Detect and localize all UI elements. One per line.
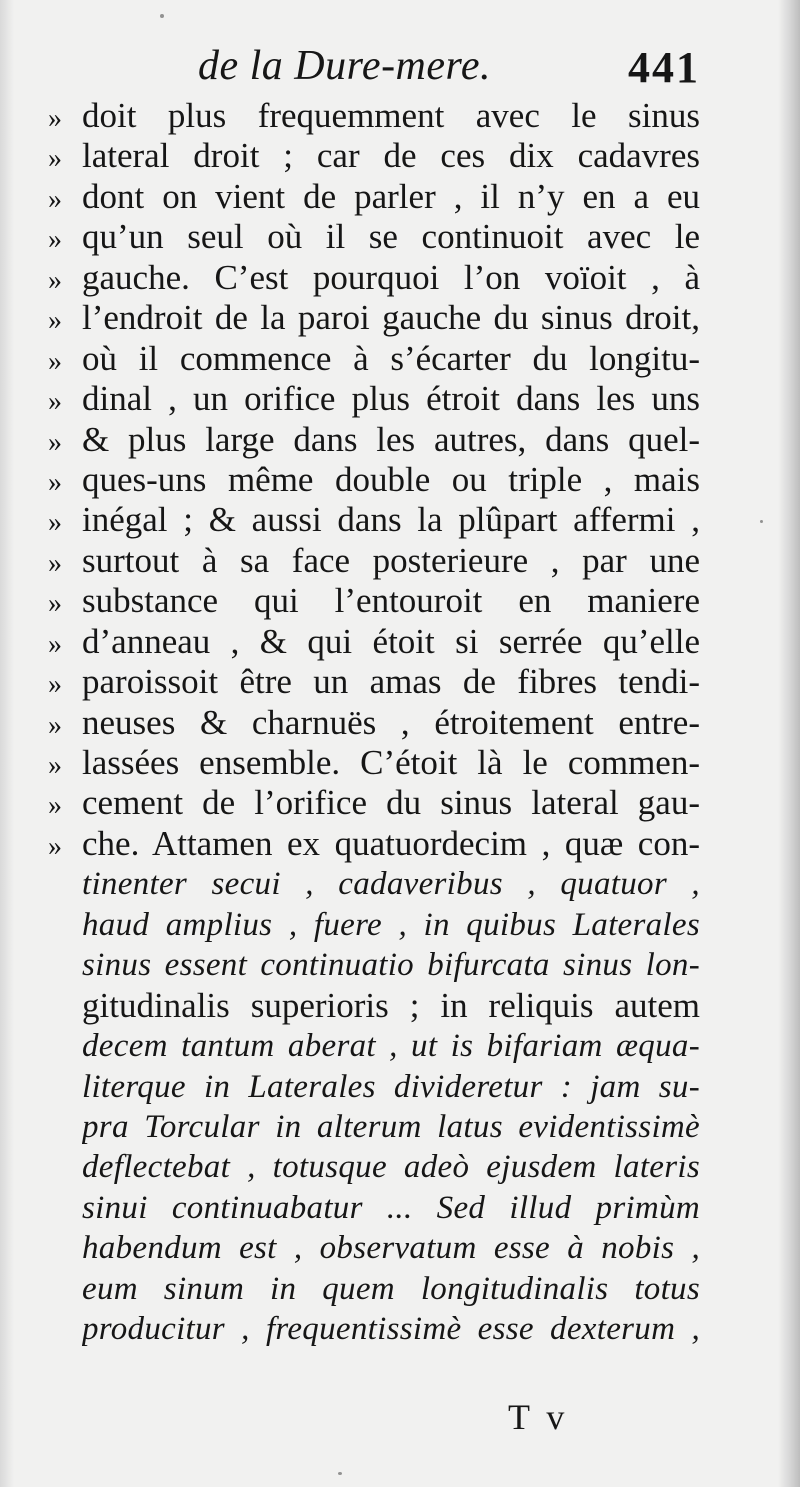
line-text: substance qui l’entouroit en maniere (82, 581, 700, 621)
line-text: decem tantum aberat , ut is bifariam æqua- (82, 1028, 700, 1065)
line-text: ques-uns même double ou triple , mais (82, 459, 700, 499)
text-line (48, 298, 700, 338)
text-line (48, 824, 700, 864)
quotation-mark: » (48, 669, 62, 701)
line-text: pra Torcular in alterum latus evidentissimè (82, 1108, 700, 1145)
text-line (48, 1107, 700, 1147)
line-text: paroissoit être un amas de fibres tendi- (82, 662, 700, 702)
quotation-mark: » (48, 386, 62, 418)
line-text: cement de l’orifice du sinus lateral gau- (82, 783, 700, 823)
line-text: qu’un seul où il se continuoit avec le (82, 217, 700, 257)
line-text: inégal ; & aussi dans la plûpart affermi , (82, 500, 700, 540)
binding-gutter (778, 0, 800, 1487)
line-text: dont on vient de parler , il n’y en a eu (82, 176, 700, 216)
text-line (48, 986, 700, 1026)
quotation-mark: » (48, 183, 62, 215)
line-text: lassées ensemble. C’étoit là le commen- (82, 743, 700, 782)
line-text: l’endroit de la paroi gauche du sinus droit, (82, 298, 700, 338)
ink-speck (160, 14, 164, 18)
text-line (48, 420, 700, 460)
quotation-mark: » (48, 143, 62, 175)
line-text: producitur , frequentissimè esse dexterum , (82, 1311, 700, 1348)
text-line (48, 258, 700, 298)
text-line (48, 905, 700, 945)
line-text: literque in Laterales divideretur : jam su- (82, 1068, 700, 1105)
text-line (48, 96, 700, 136)
line-text: & plus large dans les autres, dans quel- (82, 419, 700, 459)
text-line (48, 500, 700, 540)
ink-speck (760, 520, 763, 523)
line-text: eum sinum in quem longitudinalis totus (82, 1270, 700, 1307)
line-text: haud amplius , fuere , in quibus Laterales (82, 906, 700, 943)
line-text: d’anneau , & qui étoit si serrée qu’elle (82, 621, 700, 661)
line-text: sinus essent continuatio bifurcata sinus lon- (82, 947, 700, 984)
quotation-mark: » (48, 466, 62, 498)
text-line (48, 581, 700, 621)
text-line (48, 339, 700, 379)
quotation-mark: » (48, 224, 62, 256)
quotation-mark: » (48, 264, 62, 296)
line-text: surtout à sa face posterieure , par une (82, 540, 700, 580)
text-line (48, 460, 700, 500)
line-text: gitudinalis superioris ; in reliquis autem (82, 985, 700, 1025)
line-text: che. Attamen ex quatuordecim , quæ con- (82, 823, 700, 863)
quotation-mark: » (48, 830, 62, 862)
line-text: lateral droit ; car de ces dix cadavres (82, 136, 700, 176)
text-line (48, 783, 700, 823)
page-number: 441 (628, 43, 700, 92)
quotation-mark: » (48, 628, 62, 660)
quotation-mark: » (48, 507, 62, 539)
line-text: deflectebat , totusque adeò ejusdem lateris (82, 1149, 700, 1186)
line-text: dinal , un orifice plus étroit dans les uns (82, 379, 700, 419)
body-text (48, 96, 700, 1350)
quotation-mark: » (48, 426, 62, 458)
text-line (48, 541, 700, 581)
ink-speck (338, 1472, 342, 1475)
page-edge-shadow (0, 0, 14, 1487)
line-text: neuses & charnuës , étroitement entre- (82, 702, 700, 742)
text-line (48, 703, 700, 743)
text-line (48, 136, 700, 176)
catchword: T v (508, 1397, 569, 1437)
quotation-mark: » (48, 588, 62, 620)
text-line (48, 1067, 700, 1107)
quotation-mark: » (48, 750, 62, 781)
text-line (48, 177, 700, 217)
text-line (48, 1228, 700, 1268)
quotation-mark: » (48, 305, 62, 337)
running-head (60, 42, 700, 102)
text-line (48, 743, 700, 783)
text-line (48, 379, 700, 419)
quotation-mark: » (48, 103, 62, 134)
line-text: où il commence à s’écarter du longitu- (82, 338, 700, 378)
running-head-title: de la Dure-mere. (198, 43, 491, 89)
line-text: gauche. C’est pourquoi l’on voïoit , à (82, 257, 700, 297)
line-text: sinui continuabatur ... Sed illud primùm (82, 1189, 700, 1226)
text-line (48, 945, 700, 985)
text-line (48, 217, 700, 257)
quotation-mark: » (48, 345, 62, 377)
text-line (48, 1026, 700, 1066)
text-line (48, 622, 700, 662)
quotation-mark: » (48, 709, 62, 741)
line-text: tinenter secui , cadaveribus , quatuor , (82, 866, 700, 903)
line-text: habendum est , observatum esse à nobis , (82, 1230, 700, 1267)
text-line (48, 1188, 700, 1228)
text-line (48, 864, 700, 904)
text-line (48, 1309, 700, 1349)
text-line (48, 662, 700, 702)
text-line (48, 1147, 700, 1187)
text-line (48, 1269, 700, 1309)
line-text: doit plus frequemment avec le sinus (82, 96, 700, 135)
quotation-mark: » (48, 790, 62, 822)
quotation-mark: » (48, 547, 62, 579)
